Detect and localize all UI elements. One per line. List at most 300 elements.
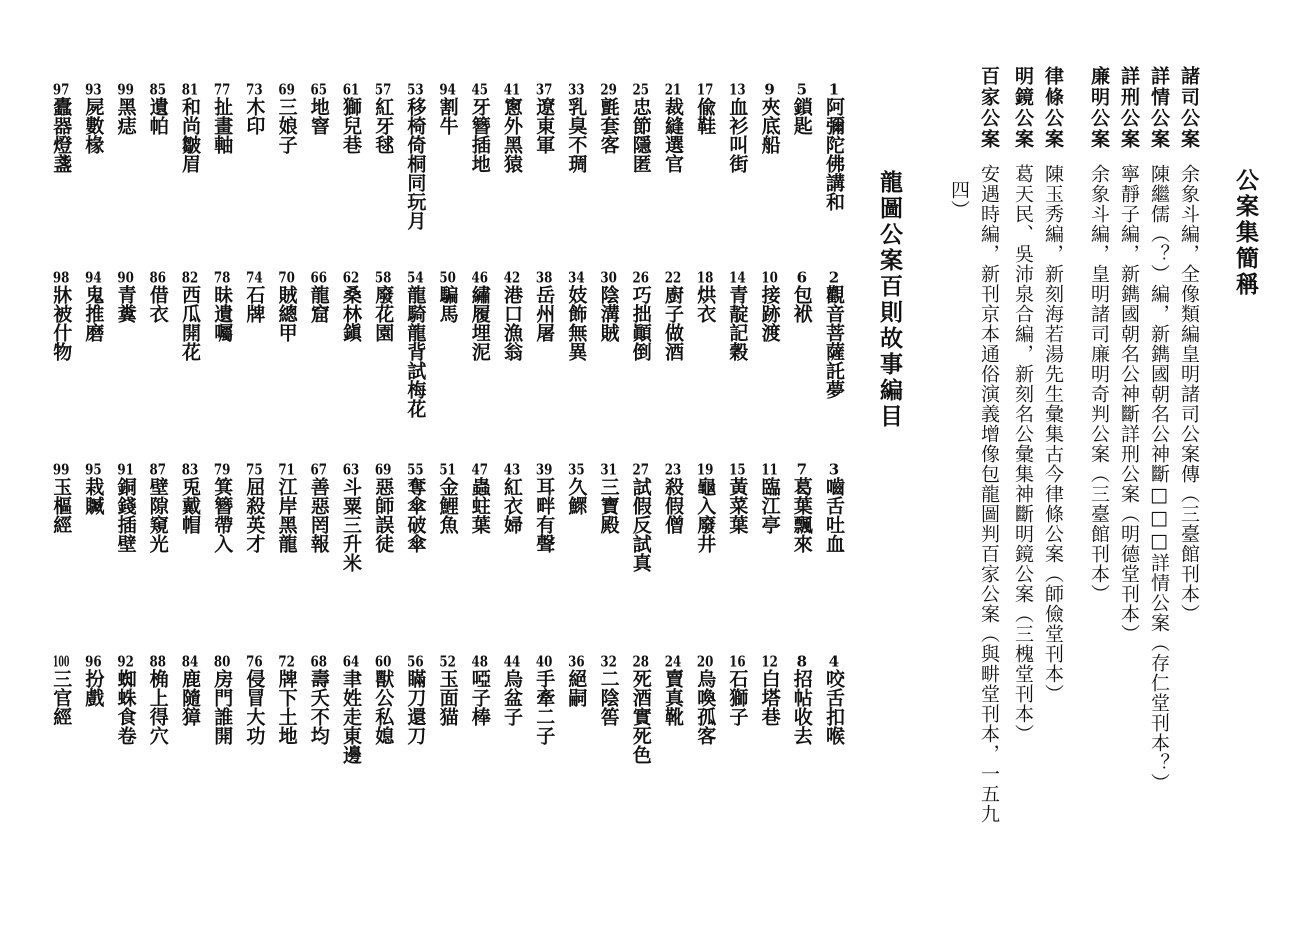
story-title: 騙馬 (436, 285, 459, 323)
story-title: 死酒實死色 (629, 669, 652, 764)
story-number: 46 (471, 270, 489, 285)
story-title: 烏喚孤客 (694, 669, 717, 745)
story-number: 54 (407, 270, 424, 285)
story-title: 蟲蛀葉 (468, 477, 491, 534)
story-title: 忠節隱匿 (629, 97, 652, 173)
story-number: 9 (764, 82, 775, 97)
story-entry (371, 270, 395, 342)
story-title: 玉樞經 (50, 477, 73, 534)
story-entry (468, 270, 492, 361)
story-title: 夾底船 (758, 97, 781, 154)
story-title: 牀被什物 (50, 285, 73, 361)
story-number: 67 (310, 462, 328, 477)
story-title: 侵冒大功 (243, 669, 266, 745)
story-number: 94 (439, 82, 456, 97)
story-entry (371, 654, 395, 745)
story-title: 龜入廢井 (694, 477, 717, 553)
story-entry (371, 462, 395, 553)
story-number: 61 (342, 82, 360, 97)
story-entry (758, 82, 782, 154)
story-number: 95 (85, 462, 102, 477)
story-number: 63 (342, 462, 360, 477)
story-number: 33 (568, 82, 585, 97)
story-title: 氈套客 (597, 97, 620, 154)
story-entry (210, 654, 234, 745)
story-number: 74 (246, 270, 263, 285)
story-entry (49, 270, 73, 361)
story-number: 92 (117, 654, 134, 669)
story-title: 裁縫選官 (662, 97, 684, 173)
story-number: 42 (503, 270, 521, 285)
story-title: 箕簪帶入 (211, 477, 234, 553)
story-title: 龍窟 (307, 285, 330, 323)
story-entry (275, 270, 299, 342)
story-title: 獸公私媳 (372, 669, 395, 745)
story-entry (661, 654, 685, 726)
abbrev-entry: 詳刑公案寧靜子編，新鐫國朝名公神斷詳刑公案（明德堂刊本） (1118, 66, 1140, 644)
story-title: 移椅倚桐同玩月 (404, 97, 427, 230)
story-number: 15 (729, 462, 746, 477)
story-entry (629, 654, 653, 764)
story-entry (146, 462, 170, 553)
story-title: 蠹器燈盞 (50, 97, 73, 173)
story-title: 和尚皺眉 (179, 97, 201, 173)
story-entry (339, 654, 363, 764)
story-entry (725, 462, 749, 534)
story-entry (790, 82, 814, 135)
story-number: 20 (696, 654, 714, 669)
story-entry (500, 462, 524, 534)
story-entry (339, 82, 363, 154)
story-number: 60 (374, 654, 392, 669)
story-entry (403, 654, 427, 745)
story-title: 善惡罔報 (307, 477, 330, 553)
story-entry (693, 462, 717, 553)
story-title: 遼東軍 (533, 97, 556, 154)
story-title: 耳畔有聲 (533, 477, 556, 553)
story-title: 桷上得穴 (146, 669, 169, 745)
abbrev-entry: 律條公案陳玉秀編，新刻海若湯先生彙集古今律條公案（師儉堂刊本） (1042, 66, 1064, 704)
story-number: 36 (568, 654, 585, 669)
story-title: 烏盆子 (501, 669, 523, 726)
story-title: 接跡渡 (758, 285, 781, 342)
story-number: 72 (278, 654, 295, 669)
story-title: 房門誰開 (211, 669, 234, 745)
story-number: 77 (213, 82, 231, 97)
story-number: 71 (278, 462, 295, 477)
story-title: 葛葉飄來 (790, 477, 813, 553)
story-entry (49, 82, 73, 173)
story-number: 37 (535, 82, 553, 97)
story-number: 12 (761, 654, 778, 669)
story-entry (275, 462, 299, 553)
story-title: 三寶殿 (597, 477, 620, 534)
story-title: 三娘子 (275, 97, 298, 154)
story-entry (371, 82, 395, 154)
story-number: 35 (568, 462, 585, 477)
story-number: 44 (503, 654, 521, 669)
story-number: 52 (439, 654, 456, 669)
story-entry (629, 82, 653, 173)
story-title: 屈殺英才 (243, 477, 266, 553)
story-title: 借衣 (146, 285, 169, 323)
story-entry (403, 82, 427, 230)
story-number: 69 (374, 462, 392, 477)
story-title: 啞子棒 (468, 669, 491, 726)
abbrev-entry: 四） (948, 180, 970, 220)
story-title: 西瓜開花 (179, 285, 201, 361)
story-title: 賣真靴 (662, 669, 684, 726)
story-title: 絕嗣 (565, 669, 588, 707)
story-title: 兎戴帽 (179, 477, 201, 534)
story-entry (339, 270, 363, 342)
story-number: 70 (278, 270, 295, 285)
story-entry (436, 654, 460, 726)
story-entry (178, 82, 202, 173)
story-title: 港口漁翁 (501, 285, 523, 361)
story-entry (597, 270, 621, 342)
story-number: 22 (664, 270, 682, 285)
story-title: 牙簪插地 (468, 97, 491, 173)
story-title: 賊總甲 (275, 285, 298, 342)
story-entry (146, 654, 170, 745)
story-number: 80 (213, 654, 231, 669)
story-number: 66 (310, 270, 328, 285)
story-title: 瞞刀還刀 (404, 669, 427, 745)
story-title: 試假反試真 (629, 477, 652, 572)
story-title: 殺假僧 (662, 477, 684, 534)
story-title: 紅衣婦 (501, 477, 523, 534)
story-title: 江岸黑龍 (275, 477, 298, 553)
story-number: 87 (149, 462, 167, 477)
story-number: 90 (117, 270, 134, 285)
story-entry (758, 462, 782, 534)
story-title: 繡履埋泥 (468, 285, 491, 361)
story-entry (339, 462, 363, 572)
story-entry (564, 82, 588, 173)
story-number: 78 (213, 270, 231, 285)
story-entry (114, 82, 138, 135)
story-number: 19 (696, 462, 714, 477)
story-number: 57 (374, 82, 392, 97)
story-title: 惡師誤徒 (372, 477, 395, 553)
story-entry (436, 82, 460, 135)
story-entry (822, 82, 846, 211)
story-number: 99 (117, 82, 134, 97)
story-number: 28 (632, 654, 650, 669)
story-title: 奪傘破傘 (404, 477, 427, 553)
story-number: 26 (632, 270, 650, 285)
story-number: 94 (85, 270, 102, 285)
abbrev-entry: 百家公案安遇時編，新刊京本通俗演義增像包龍圖判百家公案（與畊堂刊本，一五九 (978, 66, 1000, 824)
story-title: 蜘蛛食卷 (114, 669, 137, 745)
story-entry (532, 82, 556, 154)
story-title: 三官經 (50, 669, 73, 726)
story-title: 偸鞋 (694, 97, 717, 135)
story-entry (81, 462, 105, 515)
story-title: 青靛記穀 (726, 285, 749, 361)
story-number: 84 (181, 654, 199, 669)
story-number: 100 (52, 654, 70, 669)
story-number: 16 (729, 654, 746, 669)
story-entry (468, 654, 492, 726)
story-number: 53 (407, 82, 424, 97)
story-number: 86 (149, 270, 167, 285)
story-number: 51 (439, 462, 456, 477)
story-number: 99 (52, 462, 70, 477)
story-number: 18 (696, 270, 714, 285)
story-title: 岳州屠 (533, 285, 556, 342)
story-entry (242, 462, 266, 553)
story-entry (629, 270, 653, 361)
story-number: 64 (342, 654, 360, 669)
story-number: 11 (761, 462, 778, 477)
story-title: 包袱 (790, 285, 813, 323)
story-title: 陰溝賊 (597, 285, 620, 342)
story-number: 31 (600, 462, 617, 477)
story-entry (81, 270, 105, 342)
story-number: 88 (149, 654, 167, 669)
story-number: 29 (600, 82, 617, 97)
story-title: 巧拙顚倒 (629, 285, 652, 361)
story-number: 5 (796, 82, 808, 97)
story-title: 龍騎龍背試梅花 (404, 285, 427, 418)
story-number: 32 (600, 654, 617, 669)
story-number: 58 (374, 270, 392, 285)
story-entry (307, 654, 331, 745)
story-title: 壁隙窺光 (146, 477, 169, 553)
story-entry (146, 270, 170, 323)
story-title: 烘衣 (694, 285, 717, 323)
story-title: 黑痣 (114, 97, 137, 135)
story-number: 73 (246, 82, 263, 97)
story-entry (146, 82, 170, 135)
story-entry (468, 462, 492, 534)
story-entry (790, 654, 814, 745)
story-title: 屍數椽 (82, 97, 105, 154)
story-number: 13 (729, 82, 746, 97)
story-entry (564, 270, 588, 361)
story-entry (114, 270, 138, 323)
story-number: 14 (729, 270, 746, 285)
story-number: 4 (828, 654, 840, 669)
story-title: 青糞 (114, 285, 137, 323)
story-entry (725, 82, 749, 173)
story-title: 乳臭不琱 (565, 97, 588, 173)
story-entry (403, 462, 427, 553)
story-title: 窻外黑猿 (501, 97, 523, 173)
abbrev-entry: 廉明公案余象斗編，皇明諸司廉明奇判公案（三臺館刊本） (1088, 66, 1110, 604)
story-title: 鹿隨獐 (179, 669, 201, 726)
story-number: 34 (568, 270, 585, 285)
story-entry (500, 654, 524, 726)
story-title: 白塔巷 (758, 669, 781, 726)
story-entry (725, 270, 749, 361)
story-number: 7 (796, 462, 808, 477)
story-number: 65 (310, 82, 328, 97)
story-title: 石牌 (243, 285, 266, 323)
story-number: 97 (52, 82, 70, 97)
story-number: 30 (600, 270, 617, 285)
story-number: 79 (213, 462, 231, 477)
story-title: 地窨 (307, 97, 330, 135)
story-number: 75 (246, 462, 263, 477)
story-entry (693, 270, 717, 323)
story-title: 桑林鎭 (340, 285, 362, 342)
story-entry (725, 654, 749, 726)
story-number: 27 (632, 462, 650, 477)
story-entry (307, 462, 331, 553)
story-entry (178, 462, 202, 534)
story-entry (468, 82, 492, 173)
story-entry (242, 270, 266, 323)
story-number: 47 (471, 462, 489, 477)
story-entry (597, 82, 621, 154)
stories-title: 龍圖公案百則故事編目 (876, 170, 903, 430)
story-entry (661, 462, 685, 534)
story-number: 1 (828, 82, 840, 97)
story-entry (242, 82, 266, 135)
story-number: 56 (407, 654, 424, 669)
story-entry (532, 654, 556, 745)
story-title: 扯畫軸 (211, 97, 234, 154)
story-number: 50 (439, 270, 456, 285)
abbrev-entry: 詳情公案陳繼儒（？）編，新鐫國朝名公神斷□□□詳情公案（存仁堂刊本？） (1148, 66, 1170, 793)
story-title: 鬼推磨 (82, 285, 105, 342)
story-title: 金鯉魚 (436, 477, 459, 534)
story-entry (114, 654, 138, 745)
story-entry (275, 82, 299, 154)
story-entry (49, 654, 73, 726)
story-title: 紅牙毬 (372, 97, 395, 154)
story-number: 62 (342, 270, 360, 285)
story-number: 85 (149, 82, 167, 97)
story-entry (661, 270, 685, 361)
story-entry (500, 82, 524, 173)
story-number: 39 (535, 462, 553, 477)
story-entry (49, 462, 73, 534)
story-number: 2 (828, 270, 840, 285)
story-entry (758, 654, 782, 726)
story-number: 76 (246, 654, 263, 669)
story-title: 手牽二子 (533, 669, 556, 745)
story-title: 招帖收去 (790, 669, 813, 745)
story-number: 8 (796, 654, 808, 669)
story-entry (178, 654, 202, 726)
story-number: 91 (117, 462, 134, 477)
story-title: 栽贓 (82, 477, 105, 515)
story-title: 銅錢插壁 (114, 477, 137, 553)
story-entry (178, 270, 202, 361)
abbrev-entry: 諸司公案余象斗編，全像類編皇明諸司公案傳（三臺館刊本） (1178, 66, 1200, 624)
story-entry (210, 270, 234, 342)
story-entry (790, 270, 814, 323)
story-entry (242, 654, 266, 745)
story-entry (210, 462, 234, 553)
story-title: 嚙舌吐血 (823, 477, 845, 553)
story-number: 45 (471, 82, 489, 97)
story-number: 43 (503, 462, 521, 477)
story-entry (403, 270, 427, 418)
story-entry (597, 654, 621, 726)
story-title: 咬舌扣喉 (823, 669, 845, 745)
story-number: 68 (310, 654, 328, 669)
story-number: 21 (664, 82, 682, 97)
story-number: 38 (535, 270, 553, 285)
story-entry (307, 82, 331, 135)
story-entry (822, 654, 846, 745)
story-entry (597, 462, 621, 534)
story-number: 3 (828, 462, 840, 477)
story-number: 81 (181, 82, 199, 97)
story-number: 25 (632, 82, 650, 97)
story-title: 血衫叫街 (726, 97, 749, 173)
story-title: 二陰筶 (597, 669, 620, 726)
story-entry (436, 270, 460, 323)
story-title: 玉面猫 (436, 669, 459, 726)
story-title: 獅兒巷 (340, 97, 362, 154)
story-entry (275, 654, 299, 745)
story-title: 石獅子 (726, 669, 749, 726)
story-number: 83 (181, 462, 199, 477)
story-entry (790, 462, 814, 553)
story-number: 69 (278, 82, 295, 97)
story-title: 黃菜葉 (726, 477, 749, 534)
story-entry (693, 82, 717, 135)
story-number: 96 (85, 654, 102, 669)
story-entry (693, 654, 717, 745)
story-entry (436, 462, 460, 534)
story-number: 98 (52, 270, 70, 285)
story-number: 93 (85, 82, 102, 97)
story-number: 10 (761, 270, 778, 285)
story-entry (532, 270, 556, 342)
story-entry (822, 462, 846, 553)
story-title: 木印 (243, 97, 266, 135)
abbrev-title: 公案集簡稱 (1232, 168, 1259, 298)
story-number: 24 (664, 654, 682, 669)
story-entry (564, 654, 588, 707)
story-title: 廚子做酒 (662, 285, 684, 361)
story-entry (210, 82, 234, 154)
story-title: 割牛 (436, 97, 459, 135)
story-title: 扮戲 (82, 669, 105, 707)
story-number: 6 (796, 270, 808, 285)
story-entry (500, 270, 524, 361)
story-entry (532, 462, 556, 553)
story-title: 臨江亭 (758, 477, 781, 534)
story-entry (307, 270, 331, 323)
story-number: 55 (407, 462, 424, 477)
story-title: 久鰥 (565, 477, 588, 515)
story-entry (758, 270, 782, 342)
story-title: 鎖匙 (790, 97, 813, 135)
story-title: 聿姓走東邊 (340, 669, 362, 764)
story-title: 觀音菩薩託夢 (823, 285, 845, 399)
story-title: 壽夭不均 (307, 669, 330, 745)
story-entry (629, 462, 653, 572)
story-number: 41 (503, 82, 521, 97)
story-title: 阿彌陀佛講和 (823, 97, 845, 211)
story-entry (81, 82, 105, 154)
story-entry (822, 270, 846, 399)
abbrev-entry: 明鏡公案葛天民、吳沛泉合編，新刻名公彙集神斷明鏡公案（三槐堂刊本） (1012, 66, 1034, 744)
story-entry (661, 82, 685, 173)
story-entry (114, 462, 138, 553)
story-number: 48 (471, 654, 489, 669)
story-entry (564, 462, 588, 515)
story-title: 妓飾無異 (565, 285, 588, 361)
